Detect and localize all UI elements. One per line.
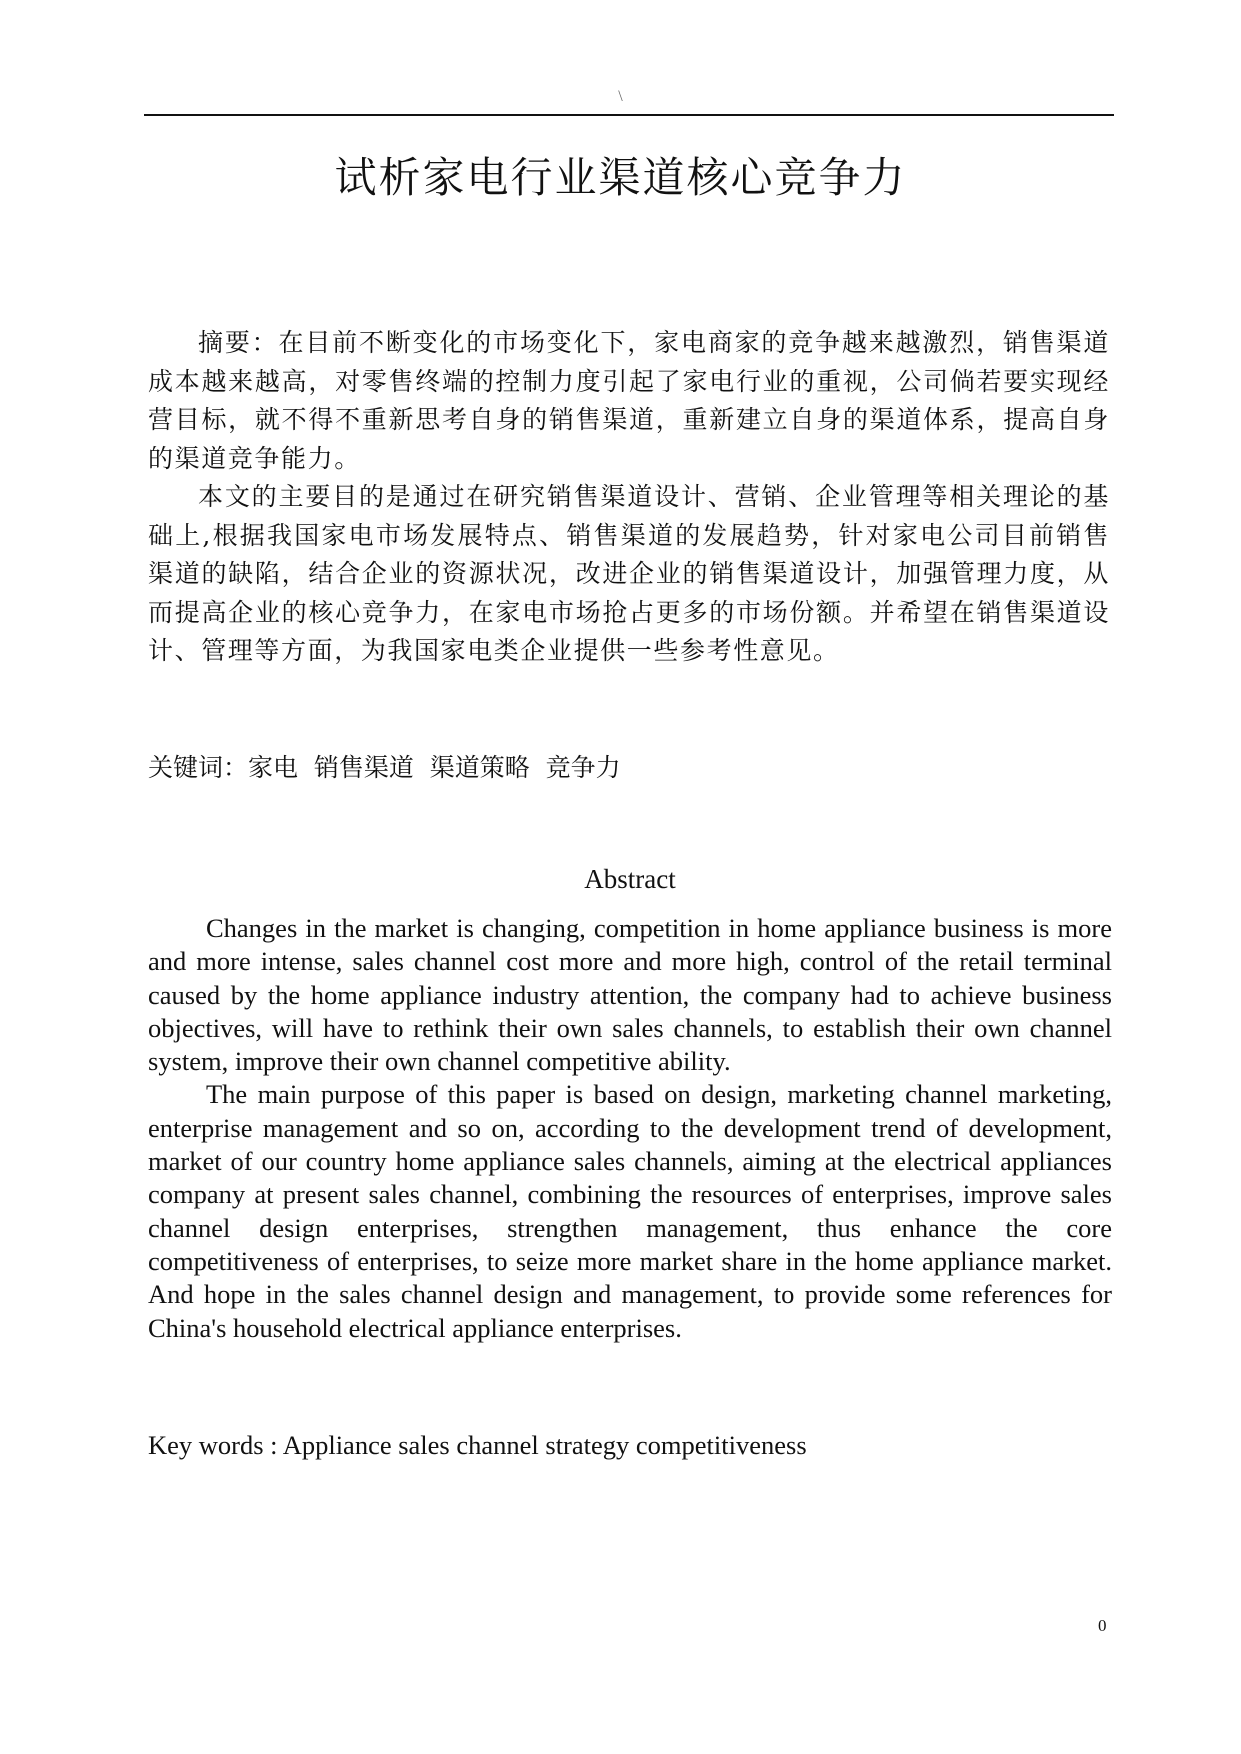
english-abstract — [148, 912, 1112, 1345]
header-rule — [144, 114, 1114, 116]
chinese-abstract-paragraph-2: 本文的主要目的是通过在研究销售渠道设计、营销、企业管理等相关理论的基础上,根据我国家电市场发展特点、销售渠道的发展趋势，针对家电公司目前销售渠道的缺陷，结合企业的资源状况，改进企业的销售渠道设计，加强管理力度，从而提高企业的核心竞争力，在家电市场抢占更多的市场份额。并希望在销售渠道设计、管理等方面，为我国家电类企业提供一些参考性意见。 — [148, 482, 1110, 665]
paper-title: 试析家电行业渠道核心竞争力 — [334, 153, 907, 202]
chinese-keywords: 关键词：家电 销售渠道 渠道策略 竞争力 — [148, 753, 621, 782]
english-keywords: Key words : Appliance sales channel strategy competitiveness — [148, 1430, 807, 1460]
english-abstract-paragraph-2: The main purpose of this paper is based on design, marketing channel marketing, enterprise management and so on, according to the development trend of development, market of our country home appliance sales channels, aiming at the electrical appliances company at present sales channel, combining the resources of enterprises, improve sales channel design enterprises, strengthen management, thus enhance the core competitiveness of enterprises, to seize more market share in the home appliance market. And hope in the sales channel design and management, to provide some references for China's household electrical appliance enterprises. — [148, 1079, 1112, 1343]
page-number: 0 — [1098, 1616, 1107, 1635]
chinese-abstract — [148, 324, 1110, 671]
header-mark: \ — [618, 88, 623, 105]
english-abstract-heading: Abstract — [584, 864, 676, 894]
chinese-abstract-paragraph-1 — [148, 324, 1110, 478]
english-abstract-paragraph-1: Changes in the market is changing, competition in home appliance business is more and more intense, sales channel cost more and more high, control of the retail terminal caused by the home appliance industry attention, the company had to achieve business objectives, will have to rethink their own sales channels, to establish their own channel system, improve their own channel competitive ability. — [148, 913, 1112, 1077]
chinese-abstract-text-1: 在目前不断变化的市场变化下，家电商家的竞争越来越激烈，销售渠道成本越来越高，对零售终端的控制力度引起了家电行业的重视，公司倘若要实现经营目标，就不得不重新思考自身的销售渠道，重新建立自身的渠道体系，提高自身的渠道竞争能力。 — [148, 328, 1110, 473]
chinese-abstract-label: 摘要： — [198, 328, 279, 357]
